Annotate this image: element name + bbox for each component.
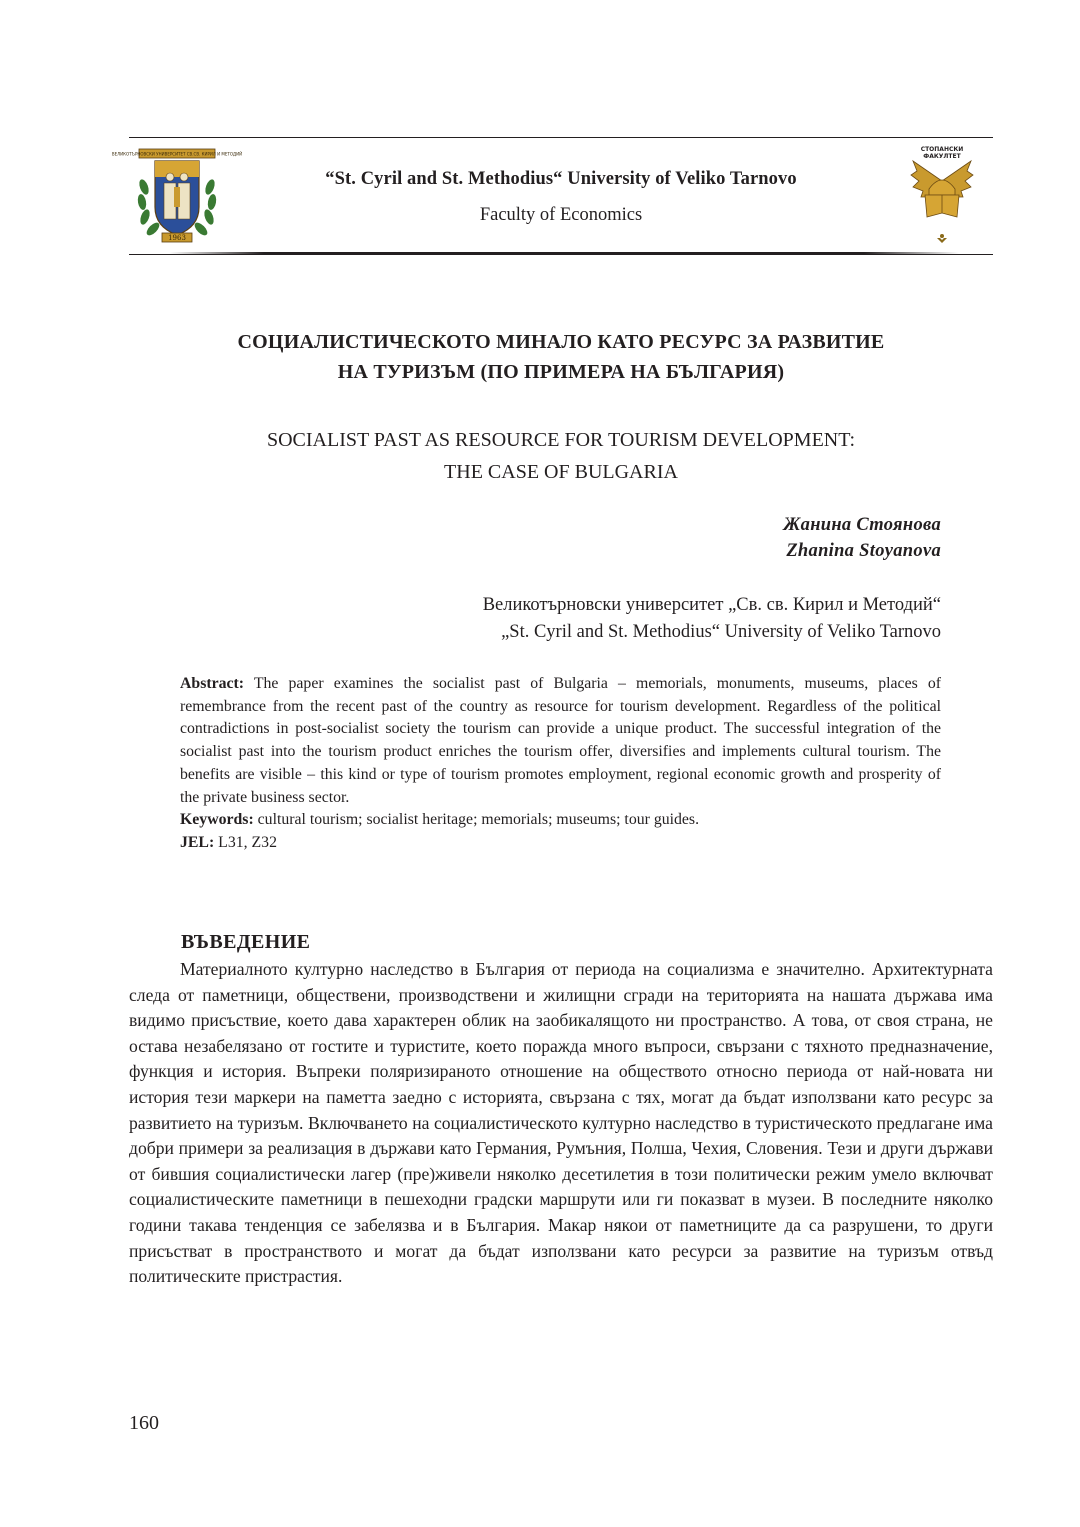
title-bg-line-2: НА ТУРИЗЪМ (ПО ПРИМЕРА НА БЪЛГАРИЯ)	[337, 361, 785, 383]
page-header	[111, 137, 993, 257]
author-name-english: Zhanina Stoyanova	[786, 541, 941, 561]
jel-codes: L31, Z32	[214, 833, 277, 851]
abstract-label: Abstract:	[180, 675, 245, 692]
svg-text:СТОПАНСКИ: СТОПАНСКИ	[920, 146, 964, 153]
keywords-line	[180, 809, 941, 832]
faculty-emblem-logo	[909, 141, 975, 249]
jel-label: JEL:	[180, 833, 215, 851]
title-bg-line-1: СОЦИАЛИСТИЧЕСКОТО МИНАЛО КАТО РЕСУРС ЗА РАЗВИТИЕ	[237, 331, 885, 353]
faculty-name: Faculty of Economics	[479, 205, 643, 225]
abstract-text: The paper examines the socialist past of Bulgaria – memorials, monuments, museums, places of remembrance from the recent past of the country as resource for tourism development. Regardless of the political contradictions in post-socialist society the tourism can provide a unique product. The successful integration of the socialist past into the tourism product enriches the tourism offer, diversifies and implements cultural tourism. The benefits are visible – this kind or type of tourism promotes employment, regional economic growth and prosperity of the private business sector.	[180, 675, 941, 806]
affiliation-english: „St. Cyril and St. Methodius“ University of Veliko Tarnovo	[501, 622, 941, 642]
university-crest-logo	[111, 147, 243, 247]
paper-title-english	[129, 424, 993, 488]
jel-line	[180, 832, 941, 855]
title-en-line-1: SOCIALIST PAST AS RESOURCE FOR TOURISM DEVELOPMENT:	[266, 429, 856, 451]
header-bottom-rule-accent	[169, 252, 959, 255]
svg-text:1963: 1963	[168, 234, 186, 242]
section-heading-introduction: ВЪВЕДЕНИЕ	[181, 931, 311, 953]
keywords-text: cultural tourism; socialist heritage; memorials; museums; tour guides.	[253, 811, 700, 829]
university-name: “St. Cyril and St. Methodius“ University of Veliko Tarnovo	[325, 169, 797, 189]
affiliation-bulgarian: Великотърновски университет „Св. св. Кирил и Методий“	[482, 595, 941, 615]
introduction-paragraph: Материалното културно наследство в България от периода на социализма е значително. Архитектурната следа от паметници, обществени, производствени и жилищни сгради на територията на нашата държава има видимо присъствие, което дава характерен облик на заобикалящото ни пространство. А това, от своя страна, не остава незабелязано от гостите и туристите, което поражда много въпроси, свързани с тяхното предназначение, функция и история. Въпреки поляризираното отношение на обществото относно периода от най-новата ни история тези маркери на паметта заедно с историята, свързана с тях, могат да бъдат използвани като ресурс за развитието на туризъм. Включването на социалистическото културно наследство в туристическото предлагане има добри примери за реализация в държави като Германия, Румъния, Полша, Чехия, Словения. Тези и други държави от бившия социалистически лагер (пре)живели няколко десетилетия в този политически режим умело включват социалистическите паметници в пешеходни градски маршрути или ги показват в музеи. В последните няколко години такава тенденция се забелязва и в България. Макар някои от паметниците да са разрушени, то други присъстват в пространството и могат да бъдат използвани като ресурси за развитие на туризъм отвъд политическите пристрастия.	[129, 959, 993, 1287]
svg-text:ФАКУЛТЕТ: ФАКУЛТЕТ	[923, 153, 961, 160]
abstract-block	[180, 673, 941, 855]
abstract-paragraph	[180, 673, 941, 809]
author-name-bulgarian: Жанина Стоянова	[783, 515, 941, 535]
affiliation-block	[483, 592, 941, 646]
paper-title-bulgarian	[129, 327, 993, 387]
header-top-rule	[129, 137, 993, 138]
author-block	[783, 512, 941, 564]
keywords-label: Keywords:	[180, 811, 254, 829]
page-number: 160	[129, 1412, 159, 1434]
svg-text:ВЕЛИКОТЪРНОВСКИ УНИВЕРСИТЕТ СВ: ВЕЛИКОТЪРНОВСКИ УНИВЕРСИТЕТ СВ.СВ. КИРИЛ И МЕТОДИЙ	[111, 151, 243, 157]
title-en-line-2: THE CASE OF BULGARIA	[444, 461, 678, 483]
